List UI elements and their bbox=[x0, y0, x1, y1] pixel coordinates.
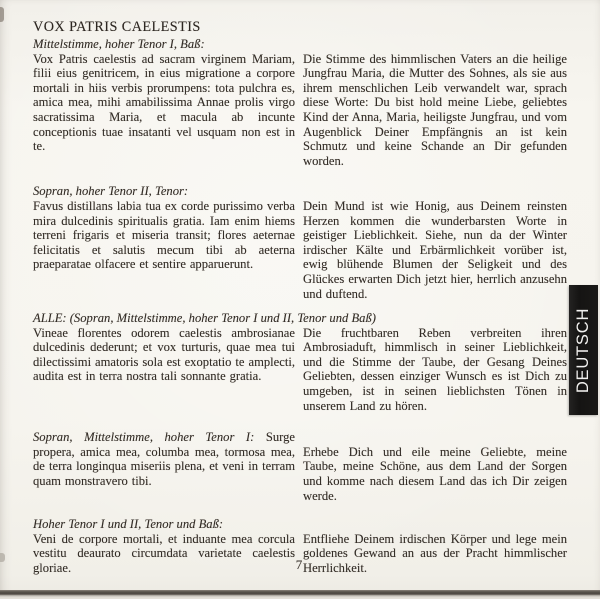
german-text: Die Stimme des himmlischen Vaters an die heilige Jungfrau Maria, die Mutter des Sohnes, als sie aus ihrem menschlichen Leib verwandelt war, sprach diese Worte: Du bist hold meine Liebe, geliebtes Kind der Anna, Maria, heiligste Jungfrau, und vom Augenblick Deiner Empfängnis an ist kein Schmutz und keine Schande an Dir gefunden worden. bbox=[303, 51, 567, 168]
section-3 bbox=[33, 311, 567, 413]
scan-bottom-edge bbox=[0, 590, 600, 599]
latin-column bbox=[33, 37, 295, 168]
latin-column bbox=[33, 430, 295, 503]
latin-column bbox=[33, 326, 295, 414]
latin-text: Veni de corpore mortali, et induante mea corcula vestitu deaurato circumdata varietate caelestis gloriae. bbox=[33, 531, 295, 575]
latin-text bbox=[33, 430, 295, 488]
section-4 bbox=[33, 430, 567, 503]
voice-header: Sopran, hoher Tenor II, Tenor: bbox=[33, 184, 189, 199]
latin-text: Vox Patris caelestis ad sacram virginem Mariam, filii eius genitricem, in eius migratione a corpore mortali in hiis verbis prorumpens: tota pulchra es, amica mea, mihi amabilissima Annae prolis virgo sacratissima Maria, et macula ab incunte conceptionis tuae insatanti vel usquam non est in te. bbox=[33, 51, 295, 154]
latin-column bbox=[33, 184, 295, 301]
german-text: Erhebe Dich und eile meine Geliebte, meine Taube, meine Schöne, aus dem Land der Sorgen und komme nach diesem Land das ich Dir zeigen werde. bbox=[303, 444, 567, 503]
german-column bbox=[303, 517, 567, 575]
latin-text: Favus distillans labia tua ex corde purissimo verba mira dulcedinis spiritualis gratia. Iam enim hiems terreni frigaris et miseria transit; flores aeternae felicitatis et salutis mecum tibi ab aeterna praeparatae olfacere et sentire apparuerunt. bbox=[33, 198, 295, 272]
german-text: Dein Mund ist wie Honig, aus Deinem reinsten Herzen kommen die wunderbarsten Worte in geistiger Lieblichkeit. Siehe, nun da der Winter irdischer Kälte und Erbärmlichkeit vorüber ist, ewig blühende Blumen der Seligkeit und des Glückes erwarten Dich jetzt hier, herrlich anzusehn und duftend. bbox=[303, 198, 567, 301]
latin-column bbox=[33, 517, 295, 575]
page-number: 7 bbox=[295, 557, 303, 572]
german-text: Entfliehe Deinem irdischen Körper und lege mein goldenes Gewand an aus der Pracht himmlischer Herrlichkeit. bbox=[303, 531, 567, 575]
section-2 bbox=[33, 184, 567, 301]
scan-artifact-bottom-left bbox=[0, 553, 5, 562]
section-1 bbox=[33, 37, 567, 168]
german-text: Die fruchtbaren Reben verbreiten ihren Ambrosiaduft, himmlisch in seiner Lieblichkeit, und die Stimme der Taube, der Gesang Deines Geliebten, dessen einziger Wunsch es ist Dich zu umgeben, ist in seinen lieblichsten Tönen in unserem Land zu hören. bbox=[303, 325, 567, 413]
voice-header: Sopran, Mittelstimme, hoher Tenor I: bbox=[33, 430, 255, 445]
german-column bbox=[303, 326, 567, 414]
page-title: VOX PATRIS CAELESTIS bbox=[33, 19, 201, 35]
language-tab-deutsch bbox=[569, 285, 598, 415]
voice-header: ALLE: (Sopran, Mittelstimme, hoher Tenor I und II, Tenor und Baß) bbox=[33, 311, 376, 326]
latin-text-body: Surge propera, amica mea, columba mea, tormosa mea, de terra longinqua miseriis plena, et veni in terram quam monstravero tibi. bbox=[33, 430, 295, 489]
german-column bbox=[303, 430, 567, 503]
voice-header: Mittelstimme, hoher Tenor I, Baß: bbox=[33, 37, 205, 51]
latin-text: Vineae florentes odorem caelestis ambrosianae dulcedinis dederunt; et vox turturis, quae mea tui dilectissimi amatoris sola est exoptatio te amplecti, audita est in terra nostra tali sonnante gratia. bbox=[33, 325, 295, 384]
german-column bbox=[303, 184, 567, 301]
scan-artifact-top-left bbox=[0, 7, 4, 22]
language-tab-label: DEUTSCH bbox=[574, 307, 593, 393]
german-column bbox=[303, 37, 567, 168]
voice-header: Hoher Tenor I und II, Tenor und Baß: bbox=[33, 517, 224, 532]
